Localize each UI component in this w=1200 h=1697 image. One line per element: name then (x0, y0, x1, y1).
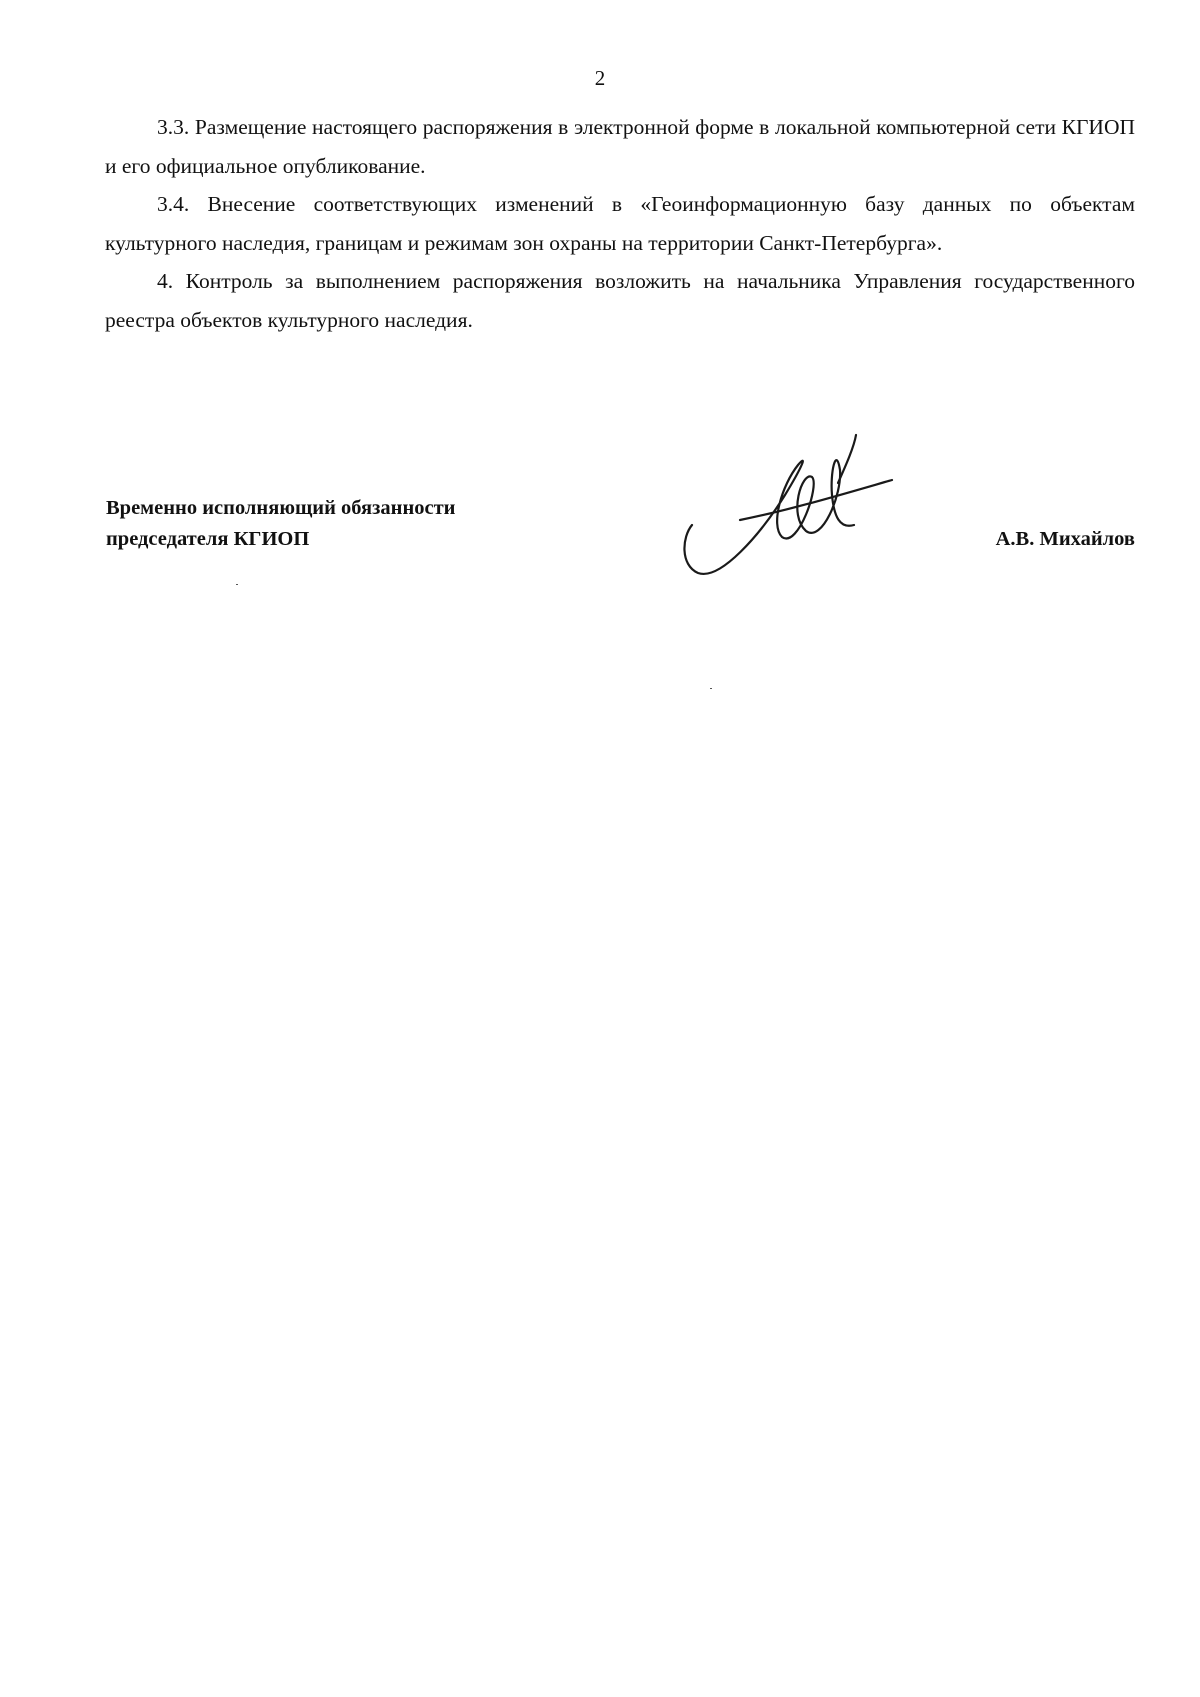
handwritten-signature (670, 425, 900, 585)
signatory-title-line-2: председателя КГИОП (106, 528, 310, 550)
page-number: 2 (594, 66, 606, 90)
paragraph-4: 4. Контроль за выполнением распоряжения возложить на начальника Управления государственного реестра объектов культурного наследия. (105, 269, 1135, 332)
signatory-title-line-1: Временно исполняющий обязанности (106, 497, 456, 519)
paragraph-3-4: 3.4. Внесение соответствующих изменений в «Геоинформационную базу данных по объектам культурного наследия, границам и режимам зон охраны на территории Санкт-Петербурга». (105, 192, 1135, 255)
scan-speck (710, 688, 712, 689)
paragraph-3-3: 3.3. Размещение настоящего распоряжения в электронной форме в локальной компьютерной сети КГИОП и его официальное опубликование. (105, 115, 1135, 178)
document-body (105, 108, 1135, 339)
scan-speck (236, 584, 238, 585)
signatory-title (106, 493, 455, 555)
signatory-name: А.В. Михайлов (995, 528, 1135, 550)
